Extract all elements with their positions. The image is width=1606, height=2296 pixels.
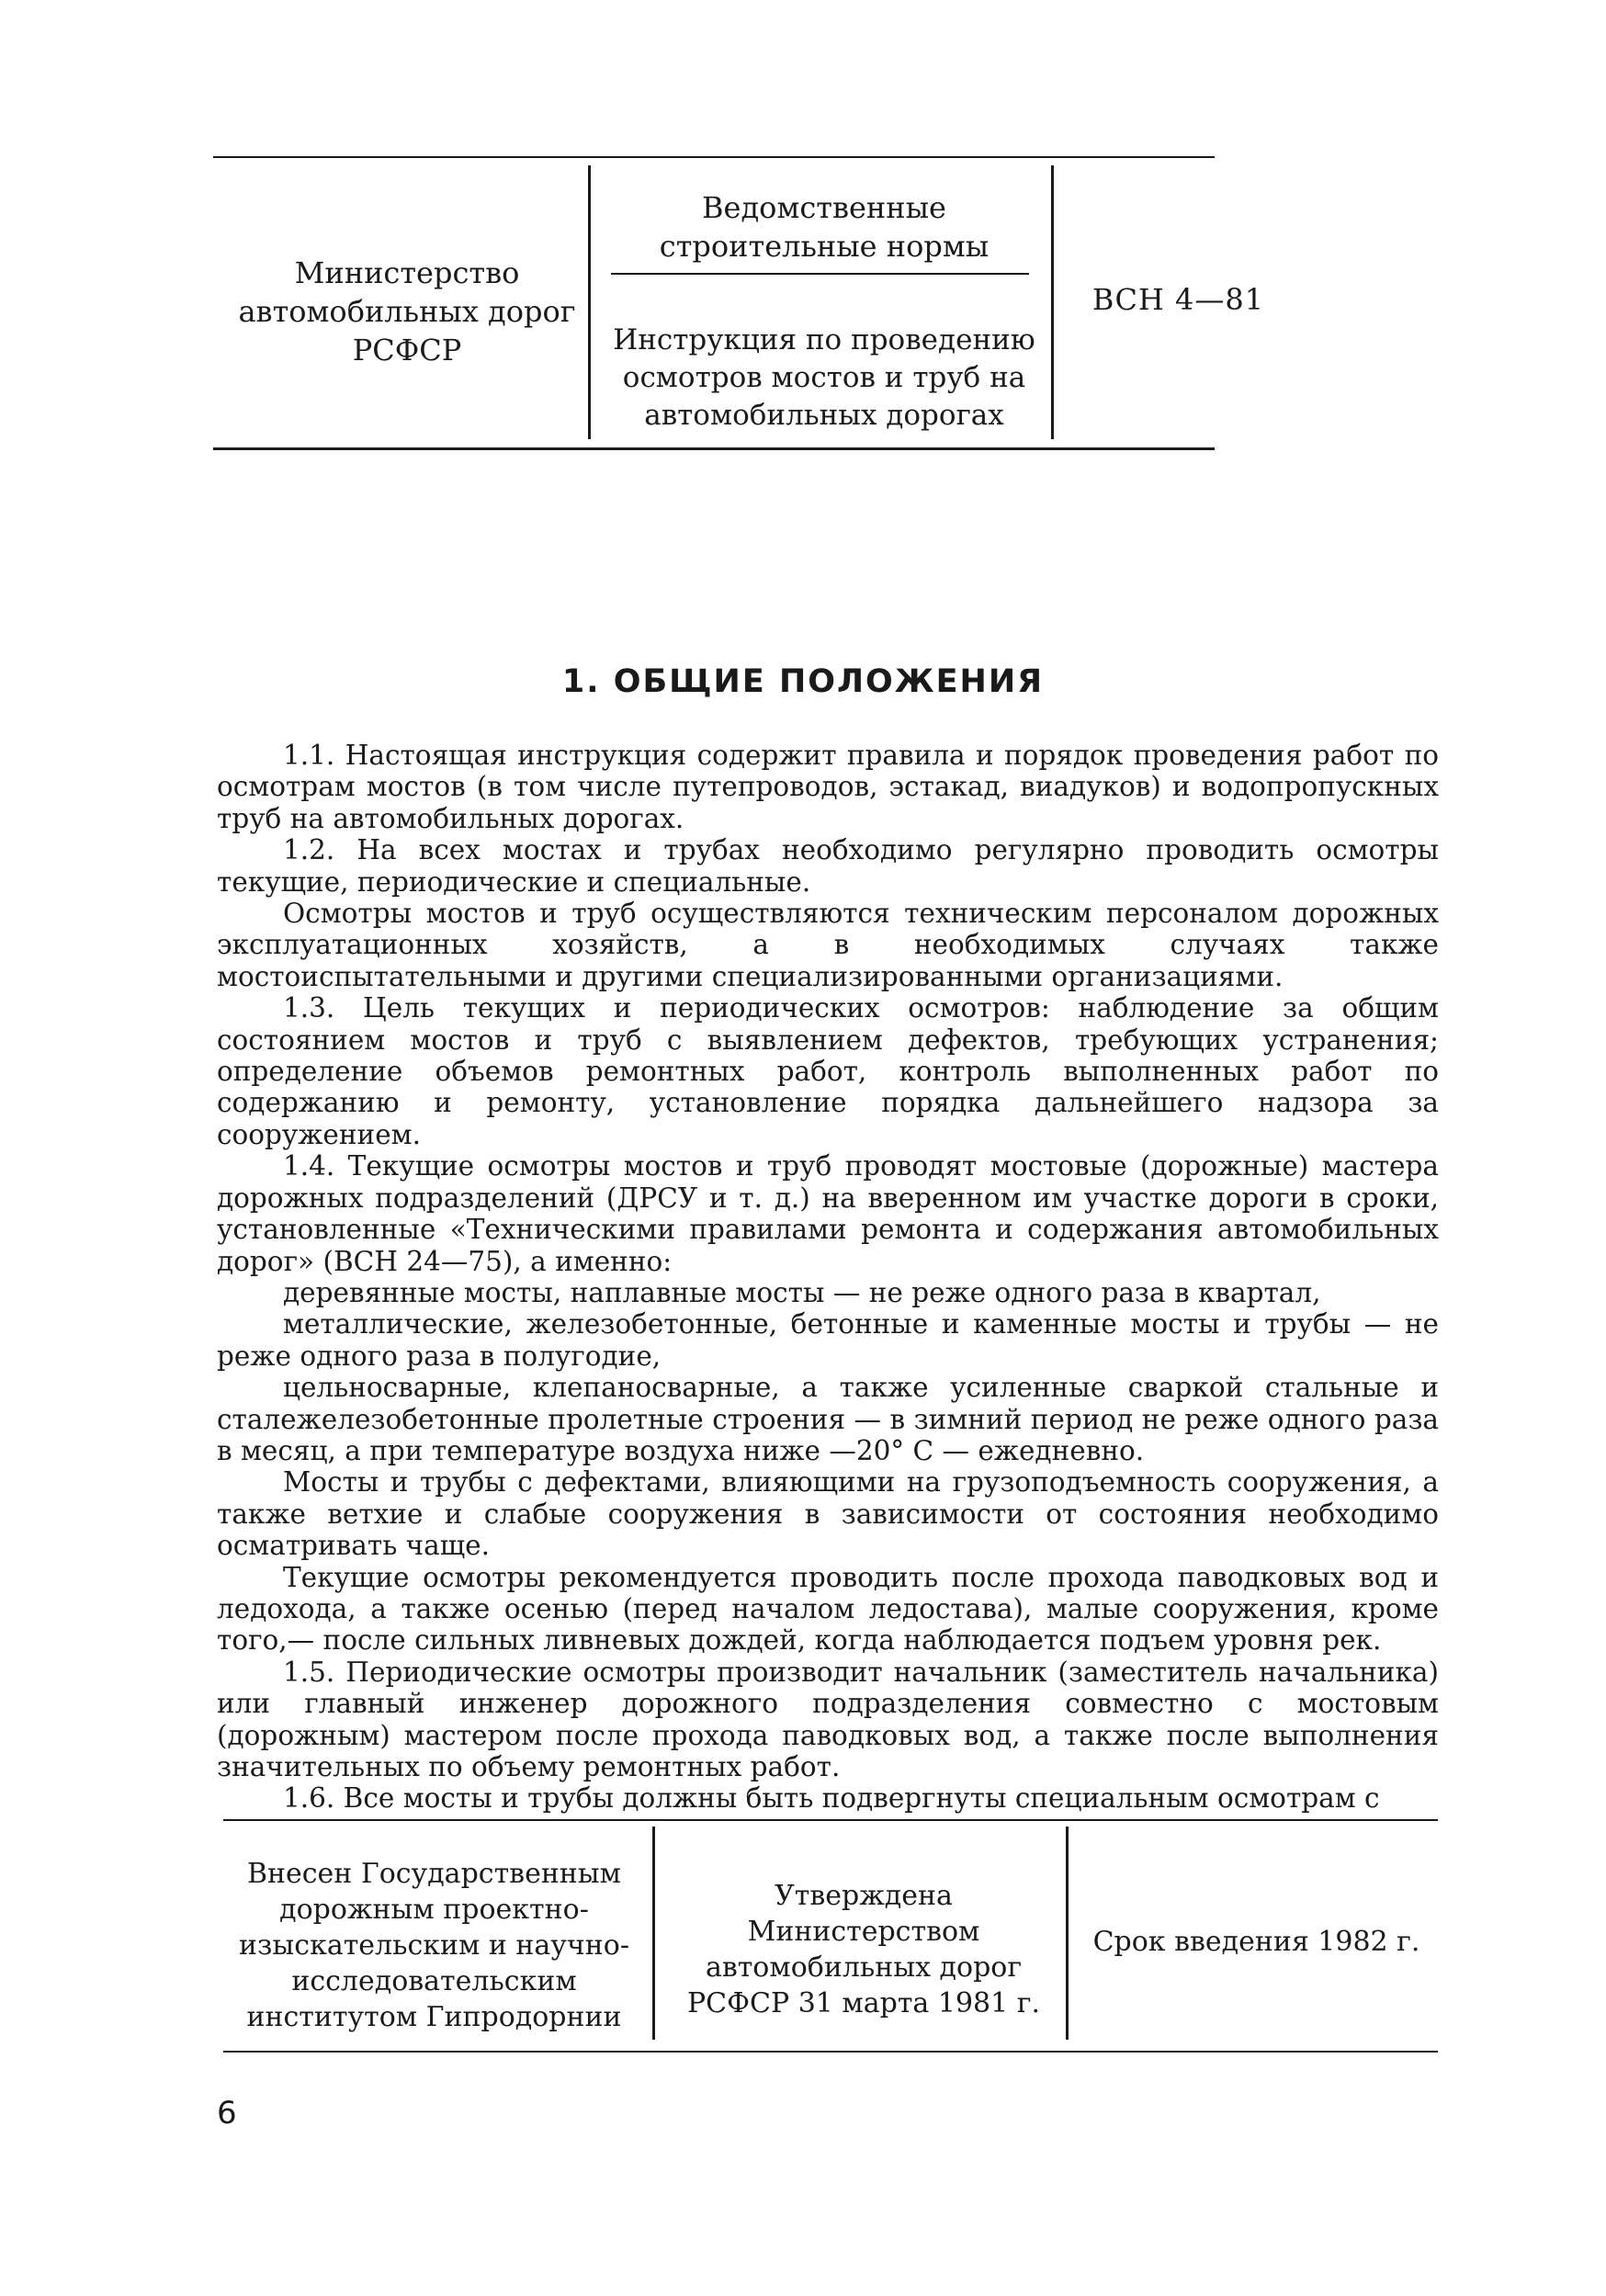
footer-bottom-rule	[223, 2051, 1438, 2053]
paragraph-defective-bridges: Мосты и трубы с дефектами, влияющими на грузоподъемность сооружения, а также ветхие и слабые сооружения в зависимости от состояния необходимо осматривать чаще.	[217, 1466, 1439, 1562]
section-heading: 1. ОБЩИЕ ПОЛОЖЕНИЯ	[561, 663, 1045, 700]
paragraph-inspections-staff: Осмотры мостов и труб осуществляются техническим персоналом дорожных эксплуатационных хозяйств, а в необходимых случаях также мостоиспытательными и другими специализированными организациями.	[217, 898, 1439, 992]
header-bottom-rule	[213, 447, 1215, 450]
paragraph-1-6: 1.6. Все мосты и трубы должны быть подвергнуты специальным осмотрам с	[283, 1782, 1380, 1815]
instruction-title: Инструкция по проведению осмотров мостов и труб на автомобильных дорогах	[613, 323, 1035, 432]
header-divider-right	[1051, 165, 1054, 439]
body-text	[217, 740, 1439, 1815]
effective-date: Срок введения 1982 г.	[1092, 1926, 1420, 1958]
paragraph-1-3: 1.3. Цель текущих и периодических осмотров: наблюдение за общим состоянием мостов и труб с выявлением дефектов, требующих устранения; определение объемов ремонтных работ, контроль выполненных работ по содержанию и ремонту, установление порядка дальнейшего надзора за сооружением.	[217, 992, 1439, 1150]
page-number: 6	[217, 2095, 237, 2132]
document-code: ВСН 4—81	[1091, 282, 1265, 317]
list-item-wooden-bridges: деревянные мосты, наплавные мосты — не реже одного раза в квартал,	[283, 1276, 1321, 1308]
paragraph-1-5: 1.5. Периодические осмотры производит начальник (заместитель начальника) или главный инженер дорожного подразделения совместно с мостовым (дорожным) мастером после прохода паводковых вод, а также после выполнения значительных по объему ремонтных работ.	[217, 1656, 1439, 1782]
norms-title: Ведомственные строительные нормы	[659, 190, 990, 265]
list-item-welded-spans: цельносварные, клепаносварные, а также усиленные сваркой стальные и сталежелезобетонные пролетные строения — в зимний период не реже одного раза в месяц, а при температуре воздуха ниже —20° С — ежедневно.	[217, 1372, 1439, 1466]
footer-divider-right	[1066, 1827, 1069, 2040]
footer-divider-left	[652, 1827, 655, 2040]
paragraph-1-4: 1.4. Текущие осмотры мостов и труб проводят мостовые (дорожные) мастера дорожных подразделений (ДРСУ и т. д.) на вверенном им участке дороги в сроки, установленные «Техническими правилами ремонта и содержания автомобильных дорог» (ВСН 24—75), а именно:	[217, 1150, 1439, 1277]
list-item-metal-bridges: металлические, железобетонные, бетонные и каменные мосты и трубы — не реже одного раза в полугодие,	[217, 1308, 1439, 1372]
paragraph-current-inspections: Текущие осмотры рекомендуется проводить после прохода паводковых вод и ледохода, а также осенью (перед началом ледостава), малые сооружения, кроме того,— после сильных ливневых дождей, когда наблюдается подъем уровня рек.	[217, 1561, 1439, 1657]
approved-by: Утверждена Министерством автомобильных дорог РСФСР 31 марта 1981 г.	[686, 1880, 1040, 2019]
footer-top-rule	[223, 1819, 1438, 1821]
ministry-name: Министерство автомобильных дорог РСФСР	[238, 255, 576, 368]
header-middle-rule	[611, 273, 1029, 275]
paragraph-1-2: 1.2. На всех мостах и трубах необходимо регулярно проводить осмотры текущие, периодические и специальные.	[217, 834, 1439, 898]
paragraph-1-1: 1.1. Настоящая инструкция содержит правила и порядок проведения работ по осмотрам мостов (в том числе путепроводов, эстакад, виадуков) и водопропускных труб на автомобильных дорогах.	[217, 740, 1439, 834]
header-top-rule	[213, 156, 1215, 158]
introduced-by: Внесен Государственным дорожным проектно-изыскательским и научно-исследовательским институтом Гипродорнии	[239, 1858, 629, 2033]
